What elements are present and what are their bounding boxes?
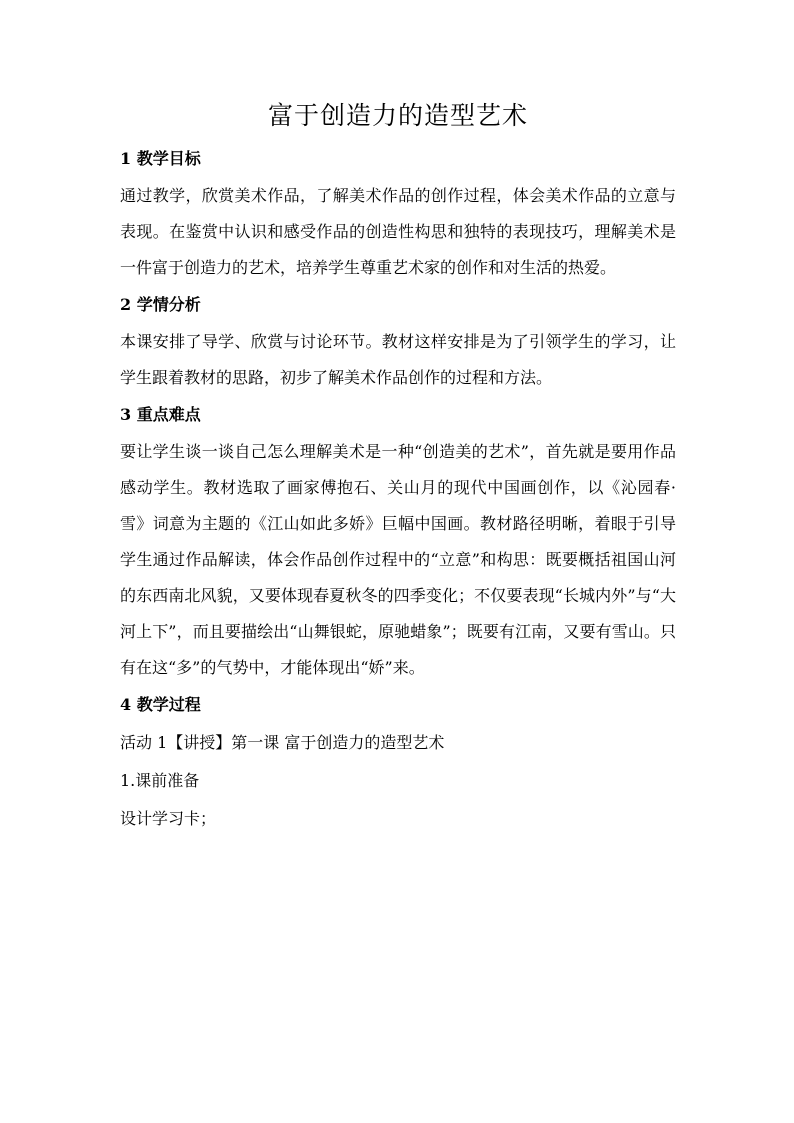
section-key-points [120,396,676,686]
process-line: 活动 1【讲授】第一课 富于创造力的造型艺术 [120,733,445,752]
section-heading: 3 重点难点 [120,405,201,424]
section-body: 通过教学，欣赏美术作品，了解美术作品的创作过程，体会美术作品的立意与表现。在鉴赏中认识和感受作品的创造性构思和独特的表现技巧，理解美术是一件富于创造力的艺术，培养学生尊重艺术家的创作和对生活的热爱。 [120,186,676,277]
section-objectives [120,140,676,286]
section-body: 要让学生谈一谈自己怎么理解美术是一种“创造美的艺术”，首先就是要用作品感动学生。教材选取了画家傅抱石、关山月的现代中国画创作，以《沁园春·雪》词意为主题的《江山如此多娇》巨幅中国画。教材路径明晰，着眼于引导学生通过作品解读，体会作品创作过程中的“立意”和构思：既要概括祖国山河的东西南北风貌，又要体现春夏秋冬的四季变化；不仅要表现“长城内外”与“大河上下”，而且要描绘出“山舞银蛇，原驰蜡象”；既要有江南，又要有雪山。只有在这“多”的气势中，才能体现出“娇”来。 [120,442,676,677]
section-heading: 4 教学过程 [120,695,201,714]
section-heading: 2 学情分析 [120,295,201,314]
section-body: 本课安排了导学、欣赏与讨论环节。教材这样安排是为了引领学生的学习，让学生跟着教材的思路，初步了解美术作品创作的过程和方法。 [120,332,676,387]
document-page [120,96,676,838]
process-line: 设计学习卡； [120,809,217,828]
section-analysis [120,286,676,396]
section-process [120,686,676,838]
document-title: 富于创造力的造型艺术 [267,101,528,130]
process-line: 1.课前准备 [120,771,200,790]
section-heading: 1 教学目标 [120,149,201,168]
